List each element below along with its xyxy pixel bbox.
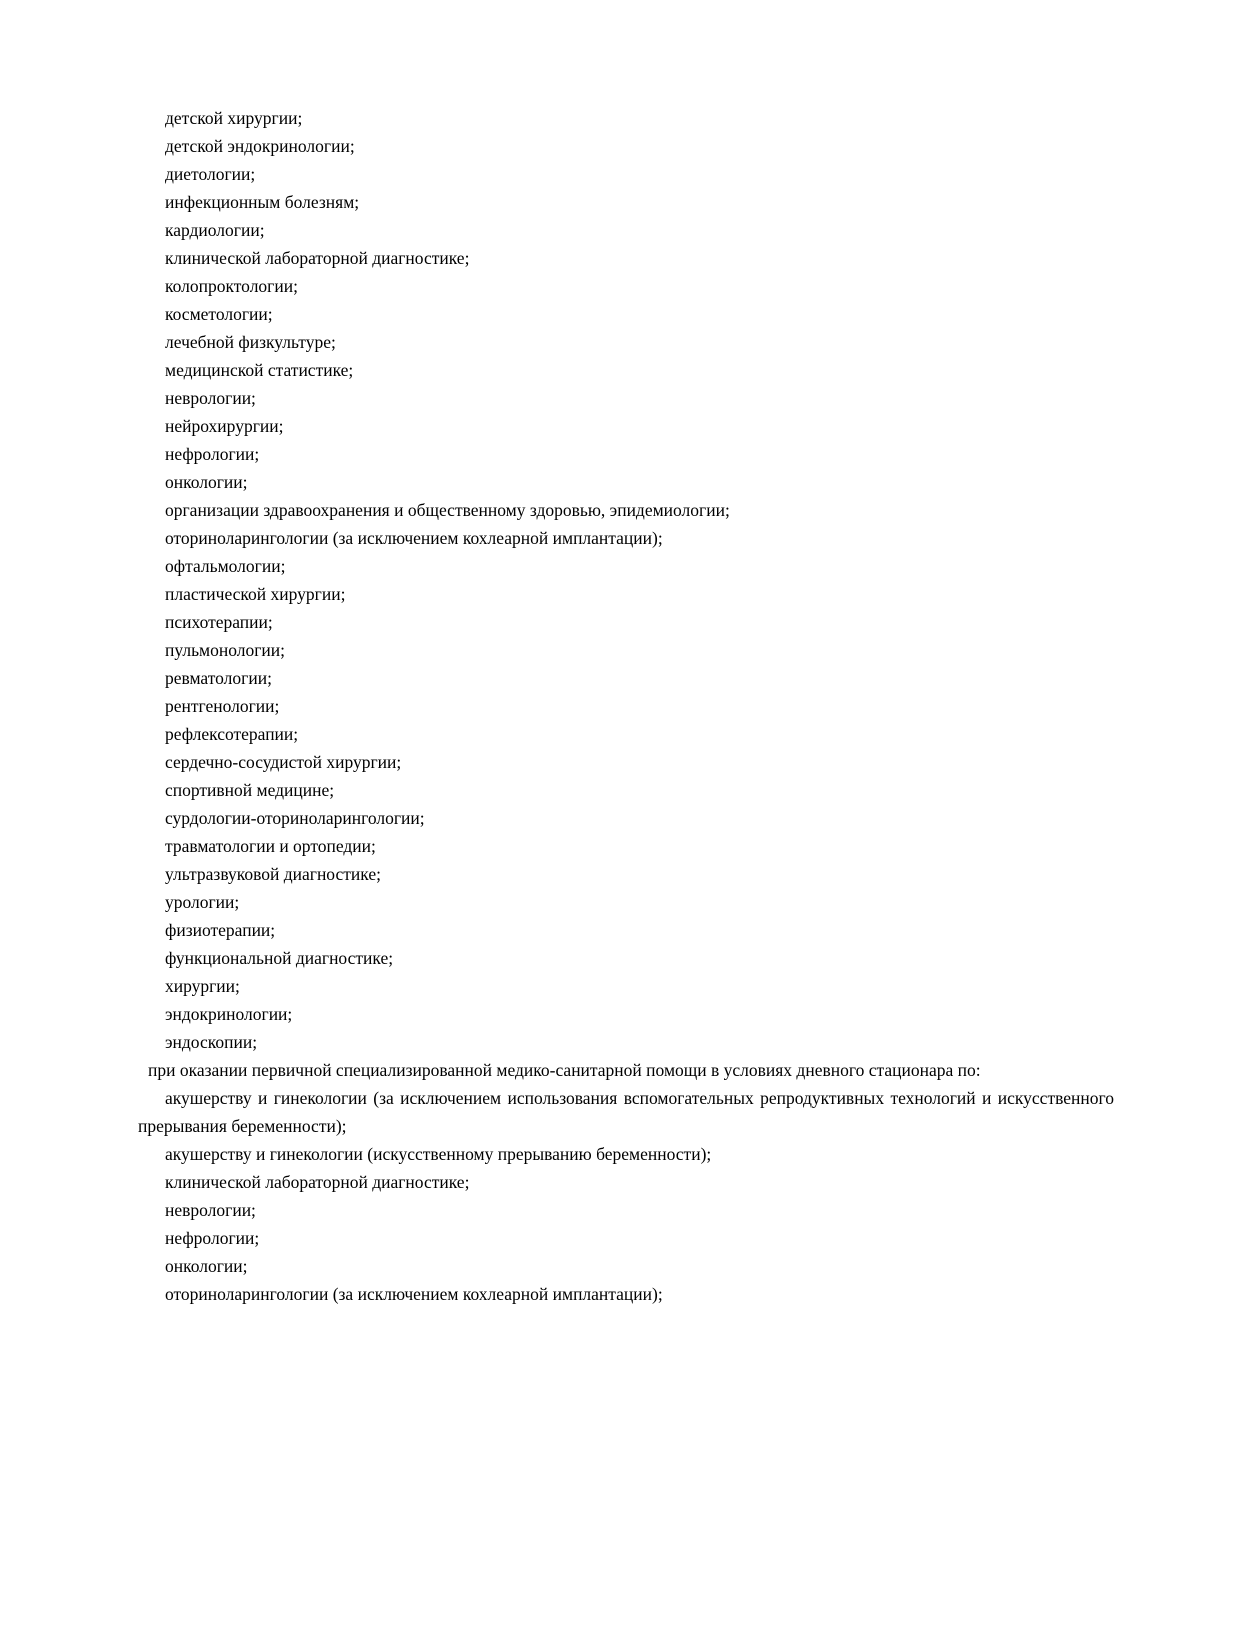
specialty-line: онкологии;	[165, 1256, 248, 1276]
specialty-line: медицинской статистике;	[165, 360, 354, 380]
specialty-line: онкологии;	[165, 472, 248, 492]
specialty-line: урологии;	[165, 892, 240, 912]
specialty-line: кардиологии;	[165, 220, 265, 240]
specialty-line: рефлексотерапии;	[165, 724, 299, 744]
specialty-line: детской эндокринологии;	[165, 136, 355, 156]
specialty-line: колопроктологии;	[165, 276, 298, 296]
specialty-line: диетологии;	[165, 164, 256, 184]
specialty-line: рентгенологии;	[165, 696, 280, 716]
specialty-line: нефрологии;	[165, 1228, 260, 1248]
specialty-line: неврологии;	[165, 388, 256, 408]
specialty-line: клинической лабораторной диагностике;	[165, 248, 470, 268]
specialty-line: оториноларингологии (за исключением кохлеарной имплантации);	[165, 528, 663, 548]
specialty-line: эндокринологии;	[165, 1004, 293, 1024]
specialty-line: инфекционным болезням;	[165, 192, 360, 212]
specialty-line: нейрохирургии;	[165, 416, 284, 436]
specialty-line: пульмонологии;	[165, 640, 286, 660]
specialty-line: акушерству и гинекологии (искусственному прерыванию беременности);	[165, 1144, 712, 1164]
specialty-line: лечебной физкультуре;	[165, 332, 336, 352]
specialty-line: спортивной медицине;	[165, 780, 335, 800]
specialty-line: нефрологии;	[165, 444, 260, 464]
specialty-line: эндоскопии;	[165, 1032, 258, 1052]
specialty-line: клинической лабораторной диагностике;	[165, 1172, 470, 1192]
specialty-line: хирургии;	[165, 976, 240, 996]
specialty-line: функциональной диагностике;	[165, 948, 394, 968]
specialty-line: психотерапии;	[165, 612, 273, 632]
section-paragraph: при оказании первичной специализированной медико-санитарной помощи в условиях дневного стационара по:	[148, 1060, 981, 1080]
specialty-line: ревматологии;	[165, 668, 272, 688]
specialty-line: сердечно-сосудистой хирургии;	[165, 752, 402, 772]
specialty-line: ультразвуковой диагностике;	[165, 864, 381, 884]
specialty-line: пластической хирургии;	[165, 584, 346, 604]
specialty-line: офтальмологии;	[165, 556, 286, 576]
specialty-line: сурдологии-оториноларингологии;	[165, 808, 425, 828]
text-block	[138, 104, 1114, 1308]
specialty-line: неврологии;	[165, 1200, 256, 1220]
specialty-line: физиотерапии;	[165, 920, 276, 940]
specialty-line: детской хирургии;	[165, 108, 303, 128]
specialty-line: оториноларингологии (за исключением кохлеарной имплантации);	[165, 1284, 663, 1304]
specialty-line: акушерству и гинекологии (за исключением использования вспомогательных репродуктивных технологий и искусственного прерывания беременности);	[138, 1088, 1114, 1136]
specialty-line: травматологии и ортопедии;	[165, 836, 376, 856]
specialty-line: организации здравоохранения и общественному здоровью, эпидемиологии;	[165, 500, 730, 520]
specialty-line: косметологии;	[165, 304, 273, 324]
